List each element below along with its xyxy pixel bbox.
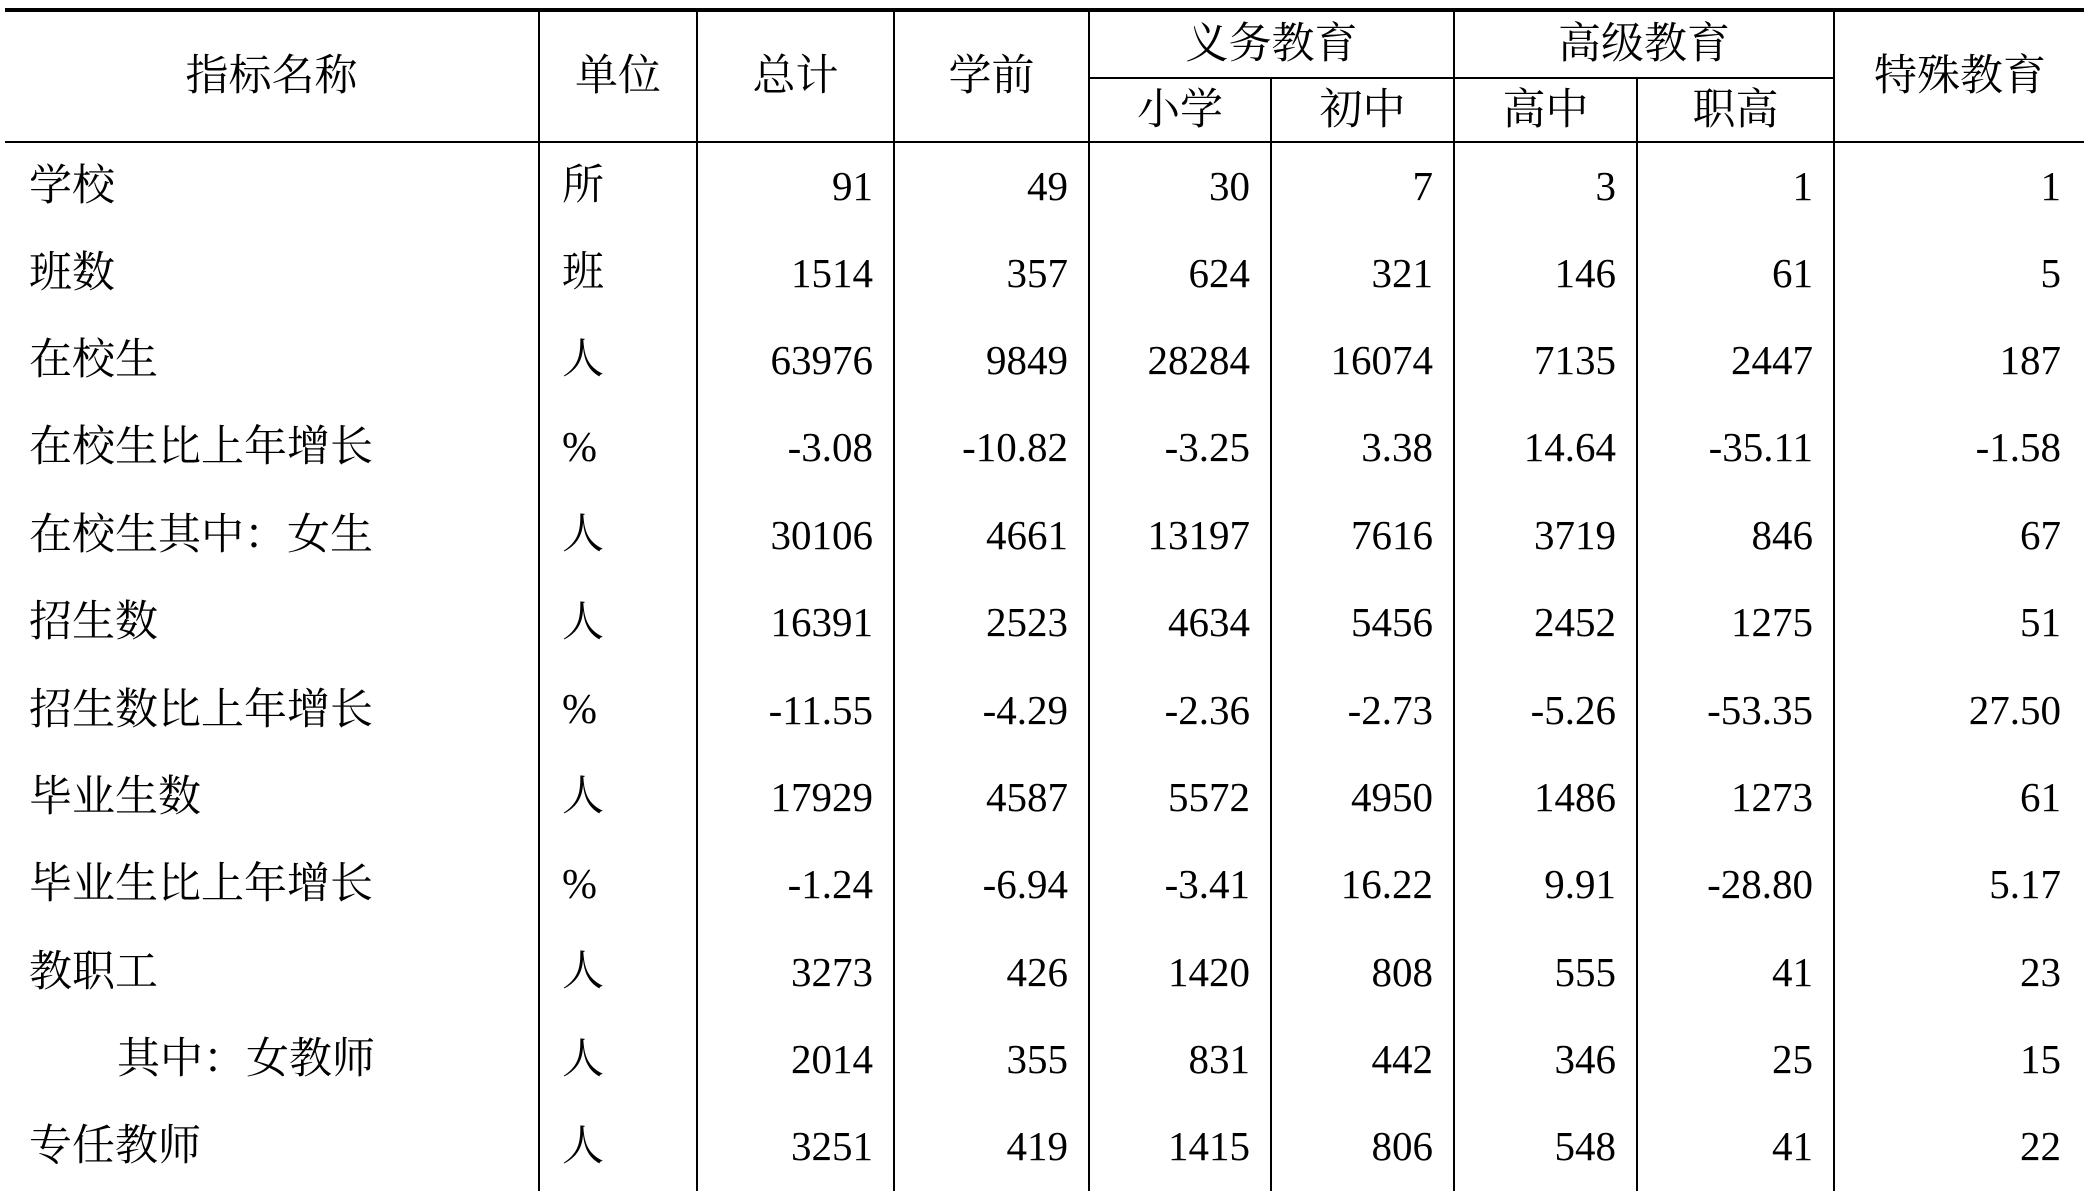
special-education-value-cell: 5.17 (1834, 841, 2084, 928)
junior-high-value-cell: 442 (1271, 1016, 1454, 1103)
table-row (5, 229, 2084, 316)
unit-cell: 人 (539, 754, 697, 841)
header-senior-education: 高级教育 (1454, 10, 1834, 78)
education-statistics-table (5, 8, 2084, 1191)
preschool-value-cell: 4587 (894, 754, 1089, 841)
special-education-value-cell: 61 (1834, 754, 2084, 841)
indicator-name-cell: 毕业生比上年增长 (29, 861, 373, 909)
senior-high-value-cell: 146 (1454, 229, 1637, 316)
indicator-name-cell: 在校生比上年增长 (29, 424, 373, 472)
header-vocational-high: 职高 (1637, 78, 1834, 142)
table-row (5, 666, 2084, 753)
unit-cell: 所 (539, 142, 697, 229)
unit-cell: % (539, 404, 697, 491)
primary-value-cell: 13197 (1089, 492, 1271, 579)
senior-high-value-cell: -5.26 (1454, 666, 1637, 753)
total-value-cell: 3273 (697, 929, 894, 1016)
total-value-cell: 63976 (697, 317, 894, 404)
table-row (5, 841, 2084, 928)
junior-high-value-cell: 7616 (1271, 492, 1454, 579)
primary-value-cell: 28284 (1089, 317, 1271, 404)
table-row (5, 1103, 2084, 1190)
vocational-high-value-cell: 1275 (1637, 579, 1834, 666)
indicator-name-cell: 在校生其中：女生 (29, 511, 373, 559)
vocational-high-value-cell: 846 (1637, 492, 1834, 579)
header-junior-high: 初中 (1271, 78, 1454, 142)
table-row (5, 142, 2084, 229)
total-value-cell: 16391 (697, 579, 894, 666)
primary-value-cell: -3.25 (1089, 404, 1271, 491)
junior-high-value-cell: 806 (1271, 1103, 1454, 1190)
preschool-value-cell: 419 (894, 1103, 1089, 1190)
senior-high-value-cell: 9.91 (1454, 841, 1637, 928)
table-row (5, 404, 2084, 491)
senior-high-value-cell: 2452 (1454, 579, 1637, 666)
preschool-value-cell: 49 (894, 142, 1089, 229)
primary-value-cell: 5572 (1089, 754, 1271, 841)
header-special-education: 特殊教育 (1834, 10, 2084, 142)
special-education-value-cell: 67 (1834, 492, 2084, 579)
vocational-high-value-cell: 41 (1637, 929, 1834, 1016)
unit-cell: 人 (539, 492, 697, 579)
preschool-value-cell: 9849 (894, 317, 1089, 404)
special-education-value-cell: 27.50 (1834, 666, 2084, 753)
senior-high-value-cell: 7135 (1454, 317, 1637, 404)
junior-high-value-cell: 5456 (1271, 579, 1454, 666)
header-compulsory-education: 义务教育 (1089, 10, 1454, 78)
preschool-value-cell: -4.29 (894, 666, 1089, 753)
preschool-value-cell: 357 (894, 229, 1089, 316)
unit-cell: % (539, 841, 697, 928)
special-education-value-cell: 1 (1834, 142, 2084, 229)
vocational-high-value-cell: 2447 (1637, 317, 1834, 404)
header-unit: 单位 (539, 10, 697, 142)
senior-high-value-cell: 1486 (1454, 754, 1637, 841)
preschool-value-cell: -6.94 (894, 841, 1089, 928)
senior-high-value-cell: 14.64 (1454, 404, 1637, 491)
vocational-high-value-cell: 25 (1637, 1016, 1834, 1103)
junior-high-value-cell: 3.38 (1271, 404, 1454, 491)
vocational-high-value-cell: -53.35 (1637, 666, 1834, 753)
vocational-high-value-cell: 1273 (1637, 754, 1834, 841)
preschool-value-cell: 2523 (894, 579, 1089, 666)
primary-value-cell: 30 (1089, 142, 1271, 229)
primary-value-cell: 4634 (1089, 579, 1271, 666)
junior-high-value-cell: -2.73 (1271, 666, 1454, 753)
indicator-name-cell: 毕业生数 (29, 773, 201, 821)
indicator-name-cell: 其中：女教师 (117, 1036, 375, 1084)
total-value-cell: 3251 (697, 1103, 894, 1190)
special-education-value-cell: 5 (1834, 229, 2084, 316)
table-row (5, 317, 2084, 404)
junior-high-value-cell: 808 (1271, 929, 1454, 1016)
unit-cell: % (539, 666, 697, 753)
special-education-value-cell: 51 (1834, 579, 2084, 666)
table-row (5, 492, 2084, 579)
header-senior-high: 高中 (1454, 78, 1637, 142)
junior-high-value-cell: 7 (1271, 142, 1454, 229)
unit-cell: 人 (539, 1103, 697, 1190)
special-education-value-cell: 15 (1834, 1016, 2084, 1103)
total-value-cell: 1514 (697, 229, 894, 316)
table-header (5, 10, 2084, 142)
table-row (5, 754, 2084, 841)
header-indicator-name: 指标名称 (5, 10, 539, 142)
indicator-name-cell: 班数 (29, 249, 115, 297)
special-education-value-cell: 187 (1834, 317, 2084, 404)
senior-high-value-cell: 3719 (1454, 492, 1637, 579)
vocational-high-value-cell: 1 (1637, 142, 1834, 229)
header-total: 总计 (697, 10, 894, 142)
total-value-cell: 2014 (697, 1016, 894, 1103)
vocational-high-value-cell: -35.11 (1637, 404, 1834, 491)
indicator-name-cell: 招生数 (29, 599, 158, 647)
total-value-cell: -11.55 (697, 666, 894, 753)
indicator-name-cell: 学校 (29, 162, 115, 210)
preschool-value-cell: 426 (894, 929, 1089, 1016)
senior-high-value-cell: 555 (1454, 929, 1637, 1016)
primary-value-cell: -3.41 (1089, 841, 1271, 928)
primary-value-cell: 624 (1089, 229, 1271, 316)
indicator-name-cell: 专任教师 (29, 1123, 201, 1171)
primary-value-cell: 1420 (1089, 929, 1271, 1016)
indicator-name-cell: 在校生 (29, 336, 158, 384)
indicator-name-cell: 教职工 (29, 948, 158, 996)
special-education-value-cell: 22 (1834, 1103, 2084, 1190)
senior-high-value-cell: 548 (1454, 1103, 1637, 1190)
total-value-cell: -3.08 (697, 404, 894, 491)
unit-cell: 人 (539, 929, 697, 1016)
vocational-high-value-cell: 61 (1637, 229, 1834, 316)
unit-cell: 班 (539, 229, 697, 316)
table-row (5, 929, 2084, 1016)
senior-high-value-cell: 346 (1454, 1016, 1637, 1103)
total-value-cell: 17929 (697, 754, 894, 841)
preschool-value-cell: 355 (894, 1016, 1089, 1103)
unit-cell: 人 (539, 579, 697, 666)
junior-high-value-cell: 321 (1271, 229, 1454, 316)
special-education-value-cell: 23 (1834, 929, 2084, 1016)
header-preschool: 学前 (894, 10, 1089, 142)
primary-value-cell: -2.36 (1089, 666, 1271, 753)
junior-high-value-cell: 4950 (1271, 754, 1454, 841)
total-value-cell: -1.24 (697, 841, 894, 928)
table-row (5, 579, 2084, 666)
vocational-high-value-cell: -28.80 (1637, 841, 1834, 928)
preschool-value-cell: 4661 (894, 492, 1089, 579)
unit-cell: 人 (539, 1016, 697, 1103)
junior-high-value-cell: 16074 (1271, 317, 1454, 404)
table-row (5, 1016, 2084, 1103)
special-education-value-cell: -1.58 (1834, 404, 2084, 491)
senior-high-value-cell: 3 (1454, 142, 1637, 229)
unit-cell: 人 (539, 317, 697, 404)
primary-value-cell: 831 (1089, 1016, 1271, 1103)
junior-high-value-cell: 16.22 (1271, 841, 1454, 928)
table-body (5, 142, 2084, 1191)
preschool-value-cell: -10.82 (894, 404, 1089, 491)
total-value-cell: 91 (697, 142, 894, 229)
total-value-cell: 30106 (697, 492, 894, 579)
vocational-high-value-cell: 41 (1637, 1103, 1834, 1190)
primary-value-cell: 1415 (1089, 1103, 1271, 1190)
indicator-name-cell: 招生数比上年增长 (29, 686, 373, 734)
header-primary: 小学 (1089, 78, 1271, 142)
